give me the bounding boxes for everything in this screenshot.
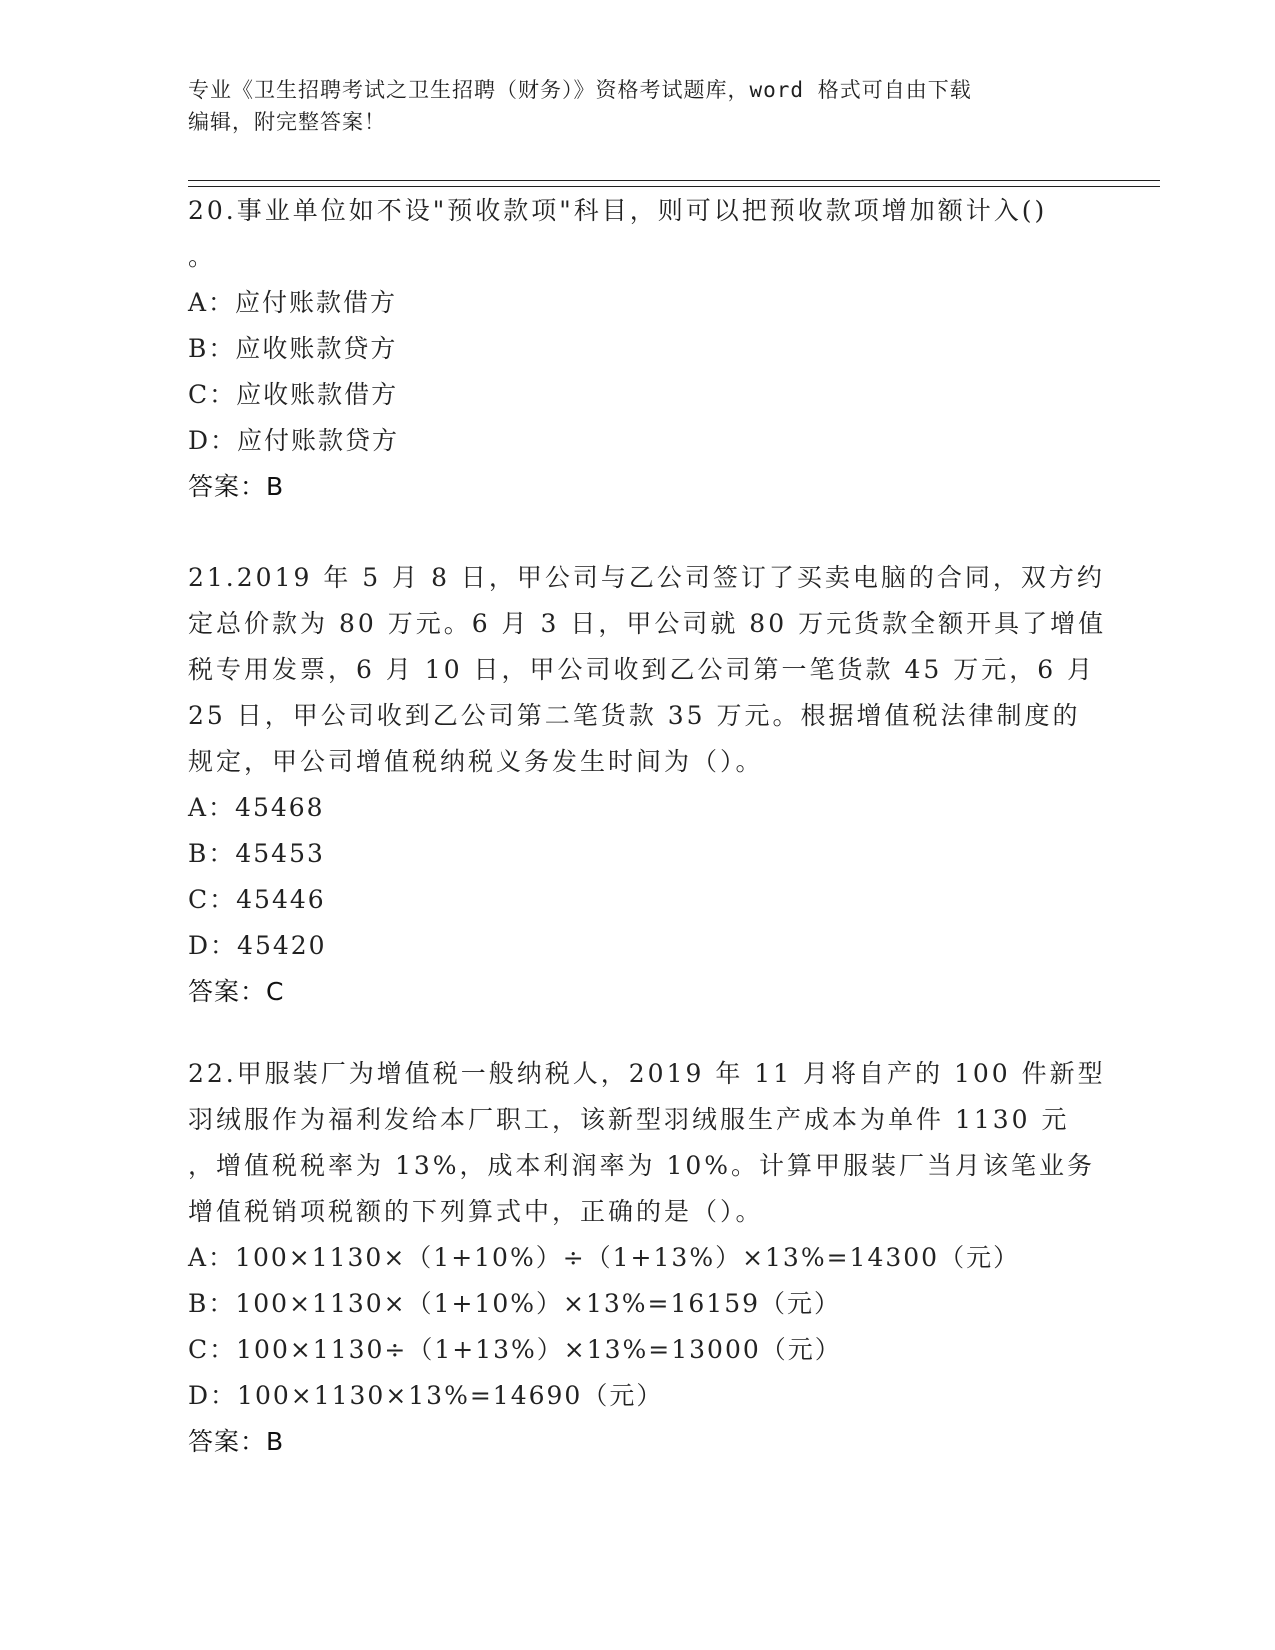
stem-line: 定总价款为 80 万元。6 月 3 日，甲公司就 80 万元货款全额开具了增值 [188, 609, 1107, 638]
header-line: 编辑，附完整答案！ [188, 110, 386, 134]
answer-line: 答案：B [188, 1427, 285, 1456]
option-a: A：应付账款借方 [188, 288, 398, 317]
stem-line: 规定，甲公司增值税纳税义务发生时间为（）。 [188, 747, 764, 776]
question-22 [188, 1051, 1106, 1465]
stem-line: 20.事业单位如不设"预收款项"科目，则可以把预收款项增加额计入() [188, 196, 1048, 225]
option-c: C：应收账款借方 [188, 380, 399, 409]
stem-line: 21.2019 年 5 月 8 日，甲公司与乙公司签订了买卖电脑的合同，双方约 [188, 563, 1105, 592]
stem-line: 增值税销项税额的下列算式中，正确的是（）。 [188, 1197, 764, 1226]
option-d: D：100×1130×13%=14690（元） [188, 1381, 664, 1410]
stem-line: 25 日，甲公司收到乙公司第二笔货款 35 万元。根据增值税法律制度的 [188, 701, 1081, 730]
stem-line: 羽绒服作为福利发给本厂职工，该新型羽绒服生产成本为单件 1130 元 [188, 1105, 1070, 1134]
option-c: C：100×1130÷（1+13%）×13%=13000（元） [188, 1335, 842, 1364]
question-stem [188, 188, 1078, 280]
document-header [188, 74, 1078, 138]
option-b: B：100×1130×（1+10%）×13%=16159（元） [188, 1289, 842, 1318]
stem-line: 22.甲服装厂为增值税一般纳税人，2019 年 11 月将自产的 100 件新型 [188, 1059, 1106, 1088]
question-stem [188, 1051, 1106, 1235]
option-a: A：100×1130×（1+10%）÷（1+13%）×13%=14300（元） [188, 1243, 1021, 1272]
stem-line: 税专用发票，6 月 10 日，甲公司收到乙公司第一笔货款 45 万元，6 月 [188, 655, 1096, 684]
header-divider [188, 180, 1160, 181]
option-d: D：45420 [188, 931, 327, 960]
header-line: 专业《卫生招聘考试之卫生招聘（财务）》资格考试题库，word 格式可自由下载 [188, 78, 972, 102]
question-stem [188, 555, 1107, 785]
option-b: B：应收账款贷方 [188, 334, 398, 363]
option-a: A：45468 [188, 793, 325, 822]
option-c: C：45446 [188, 885, 326, 914]
answer-line: 答案：C [188, 977, 285, 1006]
option-b: B：45453 [188, 839, 325, 868]
header-divider [188, 186, 1160, 187]
stem-line: 。 [188, 242, 217, 271]
answer-line: 答案：B [188, 472, 285, 501]
question-20 [188, 188, 1078, 510]
question-21 [188, 555, 1107, 1015]
option-d: D：应付账款贷方 [188, 426, 400, 455]
stem-line: ，增值税税率为 13%，成本利润率为 10%。计算甲服装厂当月该笔业务 [188, 1151, 1096, 1180]
